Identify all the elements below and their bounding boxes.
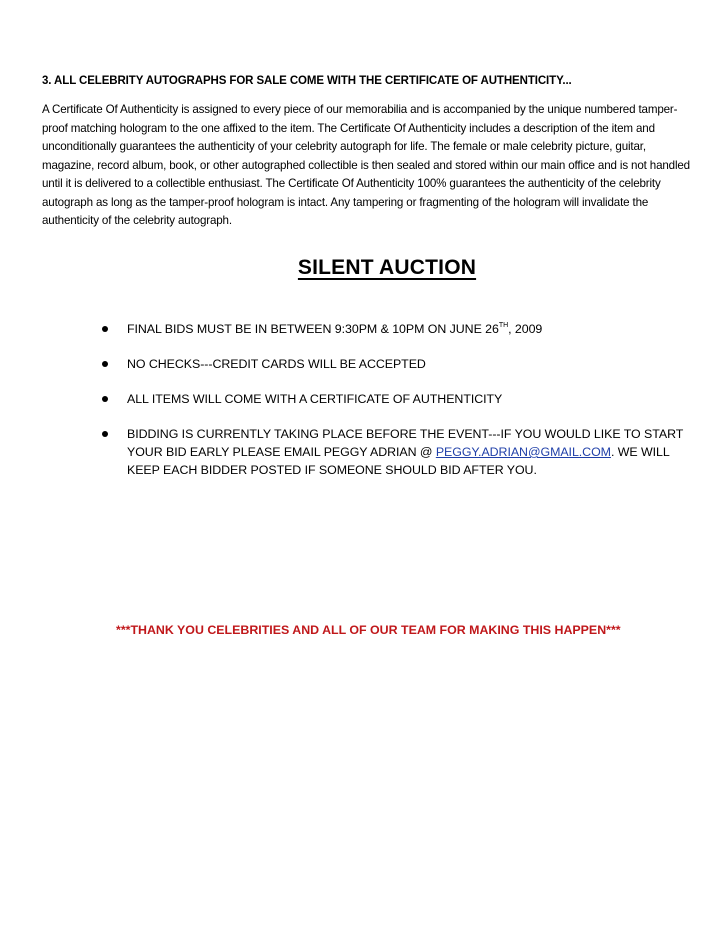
auction-title: SILENT AUCTION	[297, 256, 477, 279]
final-bids-year: , 2009	[508, 322, 543, 336]
certificate-text: ALL ITEMS WILL COME WITH A CERTIFICATE OF AUTHENTICITY	[127, 392, 503, 406]
no-checks-text: NO CHECKS---CREDIT CARDS WILL BE ACCEPTED	[127, 357, 426, 371]
bullet-icon	[102, 396, 108, 402]
bidding-text: BIDDING IS CURRENTLY TAKING PLACE BEFORE THE EVENT---IF YOU WOULD LIKE TO START YOUR BID EARLY PLEASE EMAIL PEGGY ADRIAN @	[127, 427, 684, 459]
section-heading: 3. ALL CELEBRITY AUTOGRAPHS FOR SALE COME WITH THE CERTIFICATE OF AUTHENTICITY...	[42, 75, 572, 87]
certificate-paragraph: A Certificate Of Authenticity is assigned to every piece of our memorabilia and is accompanied by the unique numbered tamper-proof matching hologram to the one affixed to the item. The Certificate Of Authenticity includes a description of the item and unconditionally guarantees the authenticity of your celebrity autograph for life. The female or male celebrity picture, guitar, magazine, record album, book, or other autographed collectible is then sealed and stored within our main office and is not handled until it is delivered to a collectible enthusiast. The Certificate Of Authenticity 100% guarantees the authenticity of the celebrity autograph as long as the tamper-proof hologram is intact. Any tampering or fragmenting of the hologram will invalidate the authenticity of the celebrity autograph.	[42, 103, 690, 227]
email-link[interactable]: PEGGY.ADRIAN@GMAIL.COM	[435, 445, 611, 459]
thank-you-note: ***THANK YOU CELEBRITIES AND ALL OF OUR TEAM FOR MAKING THIS HAPPEN***	[116, 623, 621, 637]
list-item-bidding	[98, 425, 698, 479]
bullet-icon	[102, 326, 108, 332]
auction-rules-list	[98, 320, 698, 496]
bullet-icon	[102, 431, 108, 437]
list-item-no-checks	[98, 355, 698, 373]
bullet-icon	[102, 361, 108, 367]
bidding-text-suffix: . WE WILL KEEP EACH BIDDER POSTED IF SOMEONE SHOULD BID AFTER YOU.	[127, 445, 670, 477]
list-item-final-bids	[98, 320, 698, 338]
final-bids-text: FINAL BIDS MUST BE IN BETWEEN 9:30PM & 10PM ON JUNE 26	[127, 322, 499, 336]
final-bids-superscript: TH	[498, 322, 509, 329]
auction-title-wrapper	[0, 256, 728, 280]
list-item-certificate	[98, 390, 698, 408]
